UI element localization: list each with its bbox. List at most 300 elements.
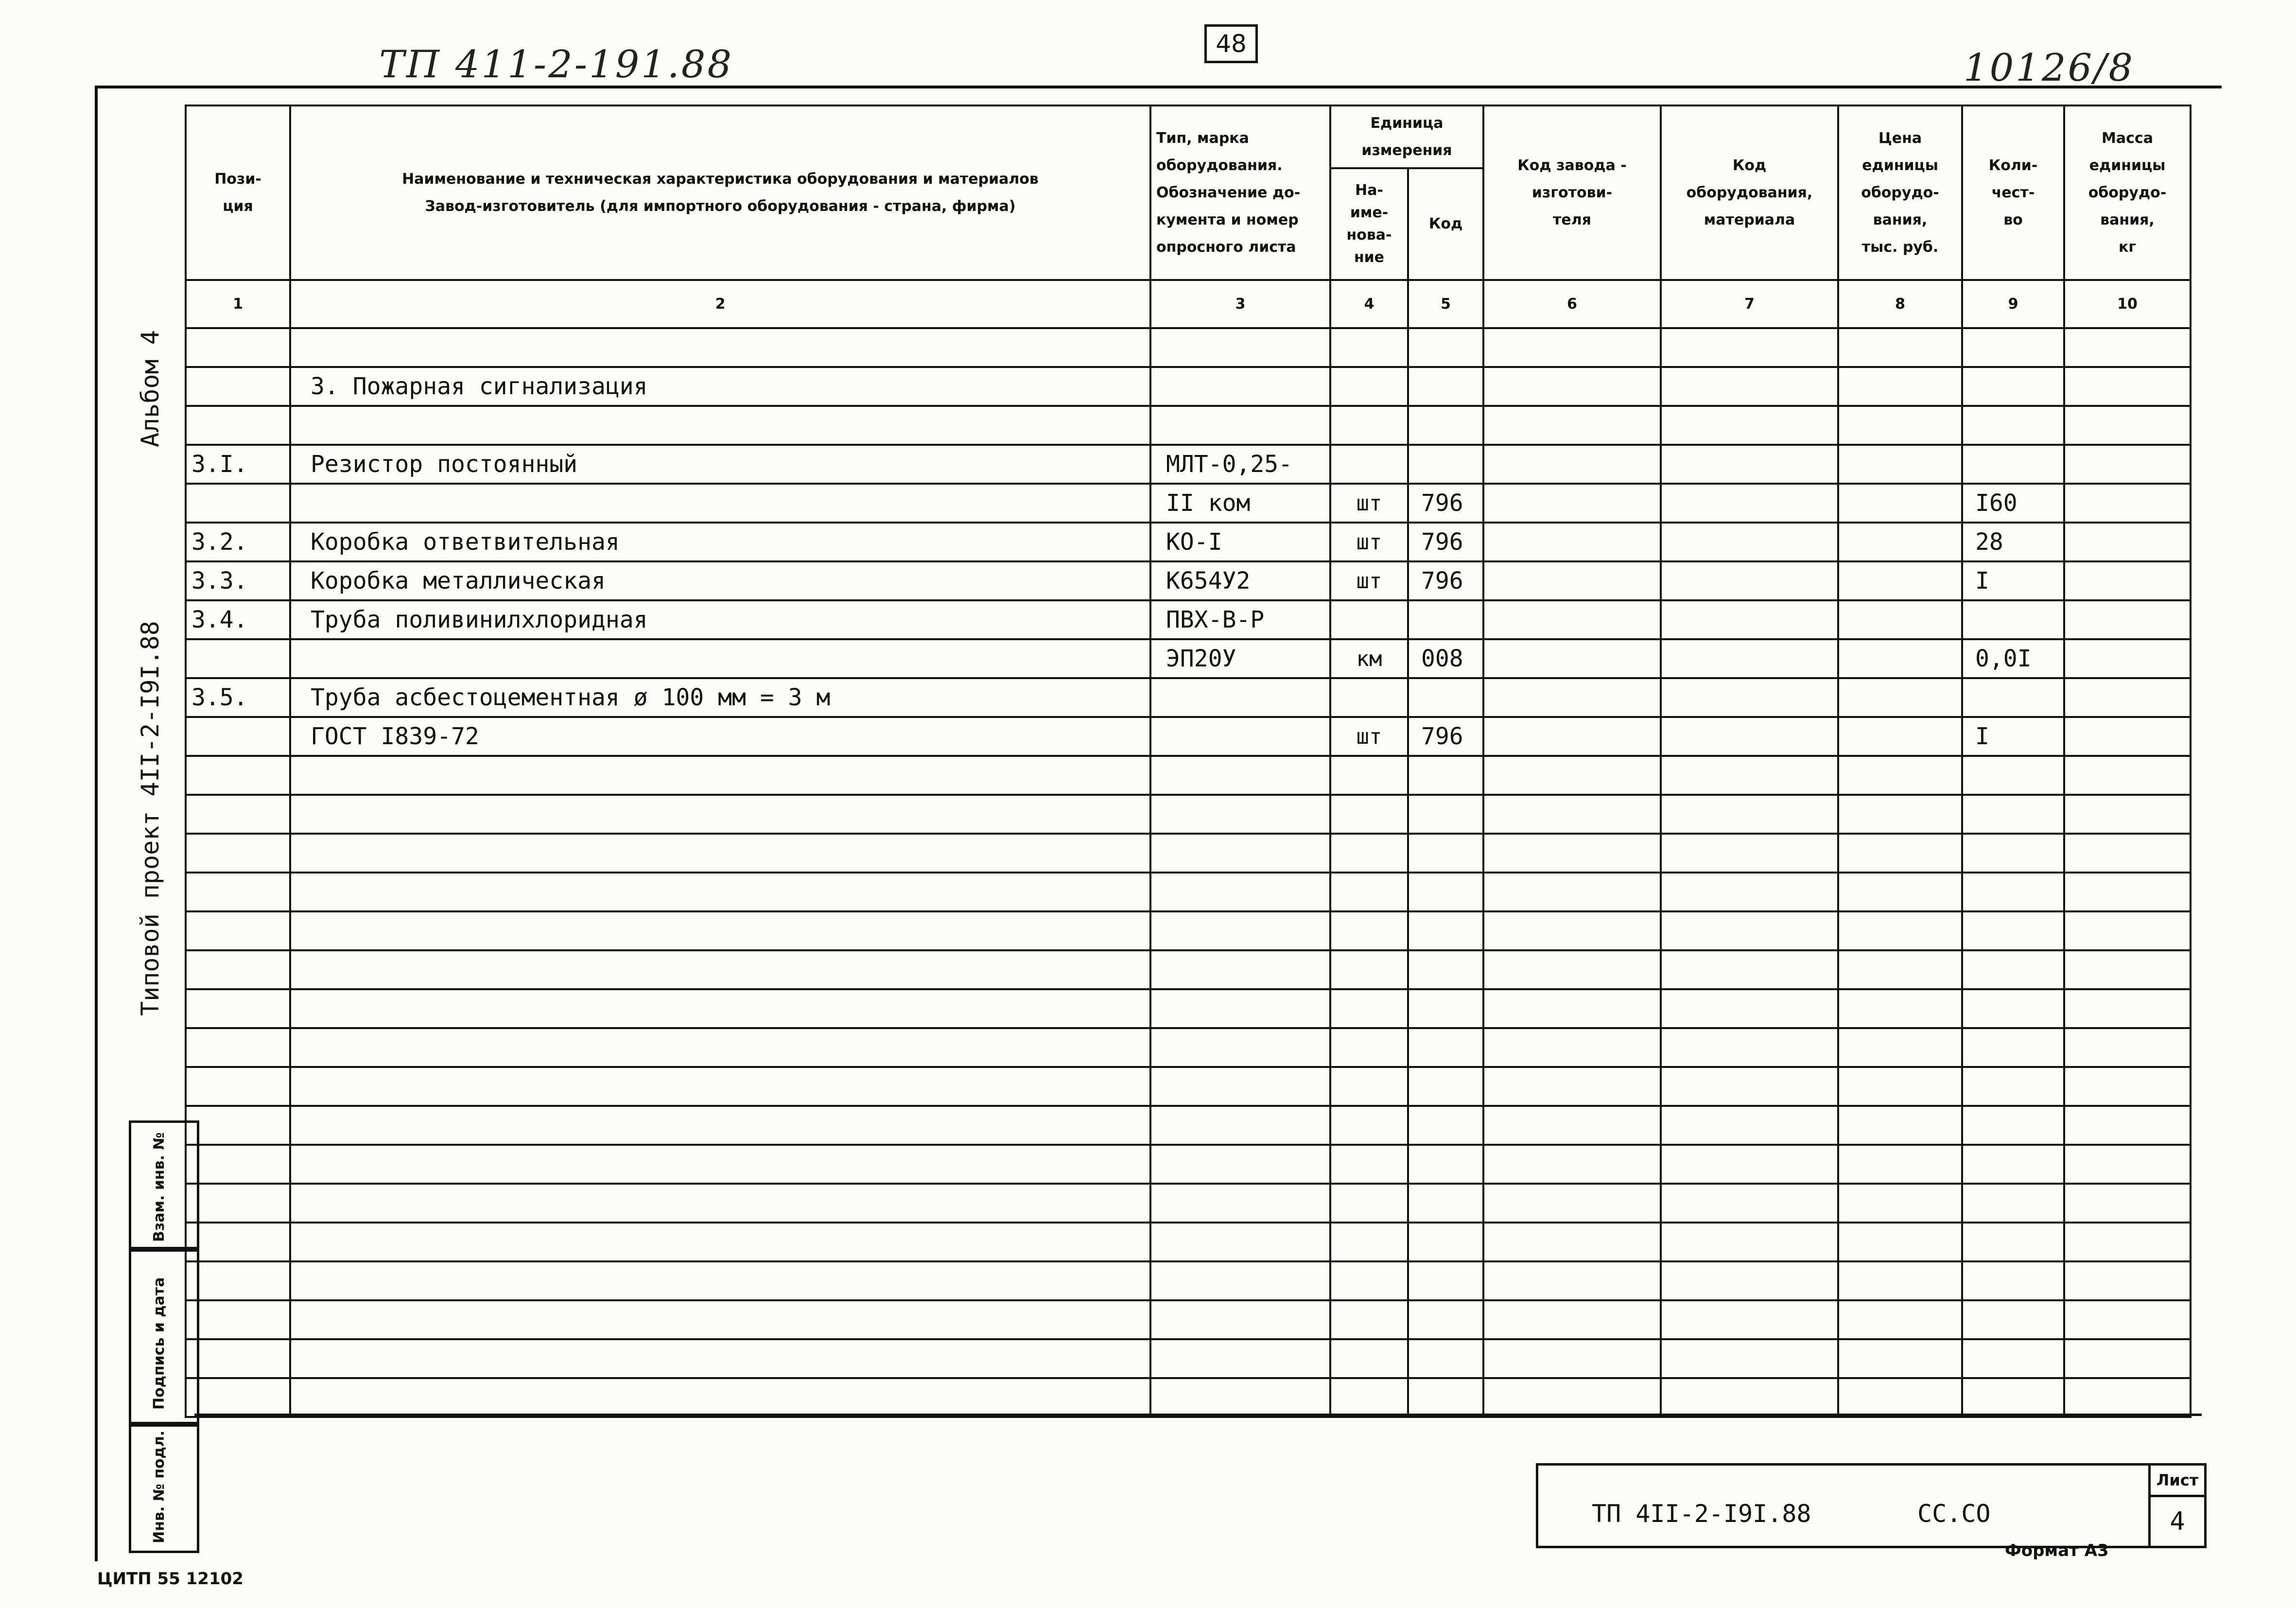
cell-plant-code [1483, 717, 1661, 756]
footer-stamp: ЦИТП 55 12102 [97, 1569, 244, 1589]
cell-type: КО-I [1150, 523, 1330, 561]
empty-cell [1838, 1067, 1962, 1106]
cell-plant-code [1483, 367, 1661, 406]
empty-cell [1408, 911, 1483, 950]
empty-cell [1330, 873, 1408, 911]
empty-cell [1408, 1378, 1483, 1417]
empty-cell [1483, 1106, 1661, 1145]
empty-row [186, 756, 2191, 795]
header-name: Наименование и техническая характеристика оборудования и материалов Завод-изготовитель (для импортного оборудования - страна, фирма) [290, 105, 1150, 280]
empty-cell [1150, 1339, 1330, 1378]
cell-type: II ком [1150, 484, 1330, 523]
empty-cell [1150, 950, 1330, 989]
empty-cell [2064, 1378, 2191, 1417]
empty-cell [1330, 1106, 1408, 1145]
empty-cell [1838, 1378, 1962, 1417]
empty-cell [2064, 911, 2191, 950]
cell-unit-code [1408, 406, 1483, 445]
empty-cell [1150, 989, 1330, 1028]
empty-cell [1330, 1261, 1408, 1300]
empty-cell [1661, 1261, 1838, 1300]
empty-cell [1962, 1378, 2064, 1417]
table-row [186, 484, 2191, 523]
colnum-10: 10 [2064, 280, 2191, 328]
cell-name: Коробка ответвительная [290, 523, 1150, 561]
project-label: Типовой проект 4II-2-I9I.88 [136, 621, 164, 1016]
empty-cell [1408, 756, 1483, 795]
empty-cell [186, 756, 290, 795]
cell-type: МЛТ-0,25- [1150, 445, 1330, 484]
empty-cell [1661, 1223, 1838, 1261]
empty-cell [186, 795, 290, 834]
table-row [186, 523, 2191, 561]
empty-row [186, 1184, 2191, 1223]
empty-cell [290, 911, 1150, 950]
empty-cell [2064, 1184, 2191, 1223]
empty-cell [1408, 1223, 1483, 1261]
empty-cell [1962, 1067, 2064, 1106]
cell-position: 3.2. [186, 523, 290, 561]
cell-unit-name: шт [1330, 561, 1408, 600]
empty-row [186, 1223, 2191, 1261]
colnum-1: 1 [186, 280, 290, 328]
empty-cell [1838, 1300, 1962, 1339]
empty-cell [1661, 1378, 1838, 1417]
cell-unit-name [1330, 367, 1408, 406]
colnum-8: 8 [1838, 280, 1962, 328]
cell-unit-code [1408, 445, 1483, 484]
cell-type [1150, 328, 1330, 367]
cell-equipment-code [1661, 328, 1838, 367]
empty-cell [1408, 950, 1483, 989]
empty-cell [1408, 1339, 1483, 1378]
empty-cell [1661, 950, 1838, 989]
cell-price [1838, 561, 1962, 600]
empty-cell [1483, 911, 1661, 950]
empty-cell [1330, 1067, 1408, 1106]
empty-cell [1483, 1028, 1661, 1067]
cell-equipment-code [1661, 600, 1838, 639]
empty-cell [290, 834, 1150, 873]
empty-cell [1330, 1028, 1408, 1067]
cell-name: Труба асбестоцементная ø 100 мм = 3 м [290, 678, 1150, 717]
empty-cell [1838, 834, 1962, 873]
cell-quantity [1962, 678, 2064, 717]
cell-mass [2064, 367, 2191, 406]
empty-cell [290, 989, 1150, 1028]
empty-cell [1150, 795, 1330, 834]
empty-cell [1962, 795, 2064, 834]
cell-name: Труба поливинилхлоридная [290, 600, 1150, 639]
cell-type [1150, 406, 1330, 445]
cell-quantity [1962, 445, 2064, 484]
title-block-sheet-label: Лист [2148, 1466, 2204, 1497]
cell-plant-code [1483, 561, 1661, 600]
empty-cell [1150, 1106, 1330, 1145]
empty-cell [1838, 1028, 1962, 1067]
empty-cell [1838, 1339, 1962, 1378]
cell-position [186, 484, 290, 523]
empty-cell [1483, 989, 1661, 1028]
empty-cell [1661, 1106, 1838, 1145]
cell-unit-code: 008 [1408, 639, 1483, 678]
cell-type: ЭП20У [1150, 639, 1330, 678]
empty-cell [290, 1184, 1150, 1223]
empty-cell [1838, 1145, 1962, 1184]
empty-cell [1330, 950, 1408, 989]
empty-row [186, 950, 2191, 989]
empty-cell [186, 1145, 290, 1184]
empty-cell [186, 1300, 290, 1339]
empty-cell [1150, 1300, 1330, 1339]
cell-quantity: I [1962, 561, 2064, 600]
empty-cell [186, 1106, 290, 1145]
empty-cell [1483, 1184, 1661, 1223]
form-bottom-line [194, 1414, 2202, 1416]
empty-cell [186, 911, 290, 950]
cell-plant-code [1483, 678, 1661, 717]
empty-cell [1408, 989, 1483, 1028]
empty-cell [290, 756, 1150, 795]
empty-cell [1962, 834, 2064, 873]
empty-cell [2064, 950, 2191, 989]
empty-cell [2064, 834, 2191, 873]
cell-price [1838, 639, 1962, 678]
cell-mass [2064, 484, 2191, 523]
empty-cell [1150, 911, 1330, 950]
empty-cell [290, 1300, 1150, 1339]
cell-plant-code [1483, 445, 1661, 484]
empty-cell [1838, 795, 1962, 834]
cell-position [186, 367, 290, 406]
empty-cell [1330, 795, 1408, 834]
cell-equipment-code [1661, 561, 1838, 600]
empty-cell [1150, 1223, 1330, 1261]
cell-equipment-code [1661, 678, 1838, 717]
empty-cell [1330, 1145, 1408, 1184]
title-block-doc: ТП 4II-2-I9I.88 [1592, 1500, 1811, 1528]
colnum-7: 7 [1661, 280, 1838, 328]
cell-equipment-code [1661, 367, 1838, 406]
empty-row [186, 1261, 2191, 1300]
cell-unit-name [1330, 406, 1408, 445]
empty-cell [1483, 756, 1661, 795]
empty-cell [2064, 1300, 2191, 1339]
empty-cell [290, 1028, 1150, 1067]
cell-price [1838, 406, 1962, 445]
header-unit-name: На- име- нова- ние [1330, 168, 1408, 280]
cell-unit-name: км [1330, 639, 1408, 678]
empty-cell [1408, 834, 1483, 873]
empty-cell [1330, 1339, 1408, 1378]
empty-cell [290, 1339, 1150, 1378]
cell-position [186, 406, 290, 445]
empty-cell [1150, 1028, 1330, 1067]
cell-unit-code: 796 [1408, 484, 1483, 523]
empty-cell [1483, 795, 1661, 834]
empty-cell [186, 873, 290, 911]
empty-row [186, 1067, 2191, 1106]
empty-cell [1483, 1067, 1661, 1106]
cell-price [1838, 523, 1962, 561]
cell-equipment-code [1661, 639, 1838, 678]
cell-equipment-code [1661, 484, 1838, 523]
title-block-sheet-number: 4 [2148, 1497, 2204, 1546]
empty-cell [1962, 911, 2064, 950]
cell-quantity [1962, 328, 2064, 367]
empty-row [186, 1378, 2191, 1417]
empty-cell [1150, 834, 1330, 873]
table-row [186, 445, 2191, 484]
cell-mass [2064, 600, 2191, 639]
colnum-2: 2 [290, 280, 1150, 328]
colnum-4: 4 [1330, 280, 1408, 328]
cell-type: К654У2 [1150, 561, 1330, 600]
empty-cell [1150, 873, 1330, 911]
empty-cell [1150, 1261, 1330, 1300]
empty-cell [1661, 1184, 1838, 1223]
cell-unit-name [1330, 445, 1408, 484]
cell-position: 3.3. [186, 561, 290, 600]
cell-unit-code [1408, 678, 1483, 717]
empty-row [186, 1300, 2191, 1339]
cell-unit-name: шт [1330, 484, 1408, 523]
empty-cell [1962, 1106, 2064, 1145]
title-block-code: СС.СО [1917, 1500, 1991, 1528]
album-label: Альбом 4 [136, 330, 164, 447]
cell-name: Коробка металлическая [290, 561, 1150, 600]
empty-cell [1483, 1145, 1661, 1184]
empty-cell [290, 1067, 1150, 1106]
cell-name: 3. Пожарная сигнализация [290, 367, 1150, 406]
empty-cell [1330, 1223, 1408, 1261]
empty-row [186, 911, 2191, 950]
header-type: Тип, марка оборудования. Обозначение до- кумента и номер опросного листа [1150, 105, 1330, 280]
cell-name [290, 406, 1150, 445]
cell-price [1838, 717, 1962, 756]
empty-cell [2064, 989, 2191, 1028]
empty-cell [1661, 1339, 1838, 1378]
header-plant-code: Код завода - изготови- теля [1483, 105, 1661, 280]
table-row [186, 328, 2191, 367]
cell-mass [2064, 717, 2191, 756]
empty-cell [186, 1223, 290, 1261]
specification-table [185, 105, 2192, 1418]
empty-row [186, 989, 2191, 1028]
cell-price [1838, 328, 1962, 367]
empty-cell [1483, 1223, 1661, 1261]
empty-cell [186, 989, 290, 1028]
cell-mass [2064, 406, 2191, 445]
cell-name [290, 639, 1150, 678]
empty-row [186, 1145, 2191, 1184]
empty-row [186, 834, 2191, 873]
empty-cell [1661, 911, 1838, 950]
empty-cell [290, 873, 1150, 911]
empty-cell [1330, 989, 1408, 1028]
cell-quantity [1962, 600, 2064, 639]
cell-quantity: 0,0I [1962, 639, 2064, 678]
cell-position [186, 639, 290, 678]
empty-cell [1408, 1145, 1483, 1184]
cell-type [1150, 717, 1330, 756]
empty-cell [1962, 1339, 2064, 1378]
empty-cell [290, 1106, 1150, 1145]
empty-cell [1408, 873, 1483, 911]
cell-equipment-code [1661, 406, 1838, 445]
cell-position [186, 328, 290, 367]
table-row [186, 600, 2191, 639]
table-row [186, 561, 2191, 600]
header-quantity: Коли- чест- во [1962, 105, 2064, 280]
cell-unit-code [1408, 600, 1483, 639]
empty-row [186, 873, 2191, 911]
cell-mass [2064, 678, 2191, 717]
empty-cell [1483, 873, 1661, 911]
title-block [1536, 1463, 2207, 1548]
stamp-label-original: Инв. № подл. [151, 1430, 168, 1543]
header-position: Пози- ция [186, 105, 290, 280]
empty-cell [1838, 1184, 1962, 1223]
empty-cell [1150, 1184, 1330, 1223]
empty-cell [2064, 1028, 2191, 1067]
cell-plant-code [1483, 600, 1661, 639]
empty-row [186, 1339, 2191, 1378]
cell-mass [2064, 639, 2191, 678]
empty-cell [1150, 1145, 1330, 1184]
empty-cell [290, 1145, 1150, 1184]
empty-cell [1330, 911, 1408, 950]
cell-type [1150, 678, 1330, 717]
empty-cell [1150, 1067, 1330, 1106]
table-row [186, 639, 2191, 678]
empty-cell [1483, 1300, 1661, 1339]
empty-cell [1661, 1028, 1838, 1067]
cell-position [186, 717, 290, 756]
cell-quantity: I [1962, 717, 2064, 756]
cell-mass [2064, 445, 2191, 484]
cell-plant-code [1483, 328, 1661, 367]
colnum-6: 6 [1483, 280, 1661, 328]
empty-cell [1962, 756, 2064, 795]
cell-name: ГОСТ I839-72 [290, 717, 1150, 756]
format-label: Формат А3 [2005, 1541, 2109, 1560]
cell-quantity: I60 [1962, 484, 2064, 523]
empty-cell [186, 1067, 290, 1106]
table-row [186, 367, 2191, 406]
empty-cell [1661, 1145, 1838, 1184]
empty-cell [1330, 1300, 1408, 1339]
page-number: 48 [1204, 24, 1258, 63]
cell-mass [2064, 328, 2191, 367]
cell-name [290, 484, 1150, 523]
empty-cell [2064, 795, 2191, 834]
cell-plant-code [1483, 639, 1661, 678]
cell-mass [2064, 561, 2191, 600]
cell-unit-code: 796 [1408, 523, 1483, 561]
cell-price [1838, 367, 1962, 406]
empty-cell [1661, 1067, 1838, 1106]
empty-cell [1408, 795, 1483, 834]
empty-cell [2064, 756, 2191, 795]
empty-cell [1150, 1378, 1330, 1417]
empty-cell [1962, 950, 2064, 989]
empty-cell [2064, 1067, 2191, 1106]
header-row-1 [186, 105, 2191, 168]
empty-cell [1483, 1378, 1661, 1417]
column-numbers-row [186, 280, 2191, 328]
empty-cell [1962, 1184, 2064, 1223]
empty-cell [1962, 989, 2064, 1028]
empty-cell [1661, 873, 1838, 911]
cell-position: 3.I. [186, 445, 290, 484]
empty-cell [186, 1184, 290, 1223]
stamp-label-signature: Подпись и дата [151, 1277, 168, 1410]
empty-cell [1483, 950, 1661, 989]
empty-cell [1483, 834, 1661, 873]
colnum-5: 5 [1408, 280, 1483, 328]
stamp-box-original [129, 1422, 199, 1553]
empty-cell [1962, 1028, 2064, 1067]
table-row [186, 678, 2191, 717]
empty-cell [186, 1339, 290, 1378]
cell-unit-code: 796 [1408, 561, 1483, 600]
empty-cell [1330, 756, 1408, 795]
empty-cell [186, 950, 290, 989]
empty-cell [1408, 1184, 1483, 1223]
cell-price [1838, 600, 1962, 639]
table-row [186, 717, 2191, 756]
cell-equipment-code [1661, 523, 1838, 561]
empty-cell [1838, 1261, 1962, 1300]
empty-cell [1408, 1106, 1483, 1145]
cell-unit-code: 796 [1408, 717, 1483, 756]
handwritten-doc-number: ТП 411-2-191.88 [379, 43, 733, 87]
empty-cell [1408, 1300, 1483, 1339]
empty-cell [1962, 873, 2064, 911]
empty-cell [2064, 1339, 2191, 1378]
empty-cell [1330, 1378, 1408, 1417]
cell-unit-code [1408, 367, 1483, 406]
empty-cell [2064, 873, 2191, 911]
cell-equipment-code [1661, 445, 1838, 484]
stamp-label-replacement: Взам. инв. № [151, 1132, 168, 1242]
empty-cell [290, 795, 1150, 834]
empty-cell [186, 834, 290, 873]
cell-plant-code [1483, 484, 1661, 523]
cell-plant-code [1483, 523, 1661, 561]
cell-unit-name [1330, 678, 1408, 717]
cell-unit-name [1330, 328, 1408, 367]
empty-row [186, 795, 2191, 834]
empty-cell [1661, 1300, 1838, 1339]
cell-unit-code [1408, 328, 1483, 367]
cell-name [290, 328, 1150, 367]
cell-unit-name: шт [1330, 717, 1408, 756]
empty-cell [1838, 1223, 1962, 1261]
empty-cell [2064, 1261, 2191, 1300]
empty-cell [1150, 756, 1330, 795]
empty-cell [1661, 834, 1838, 873]
header-unit-group: Единица измерения [1330, 105, 1483, 168]
empty-cell [1330, 1184, 1408, 1223]
empty-cell [1330, 834, 1408, 873]
empty-cell [290, 1261, 1150, 1300]
empty-cell [290, 1223, 1150, 1261]
empty-cell [290, 1378, 1150, 1417]
cell-unit-name [1330, 600, 1408, 639]
colnum-3: 3 [1150, 280, 1330, 328]
